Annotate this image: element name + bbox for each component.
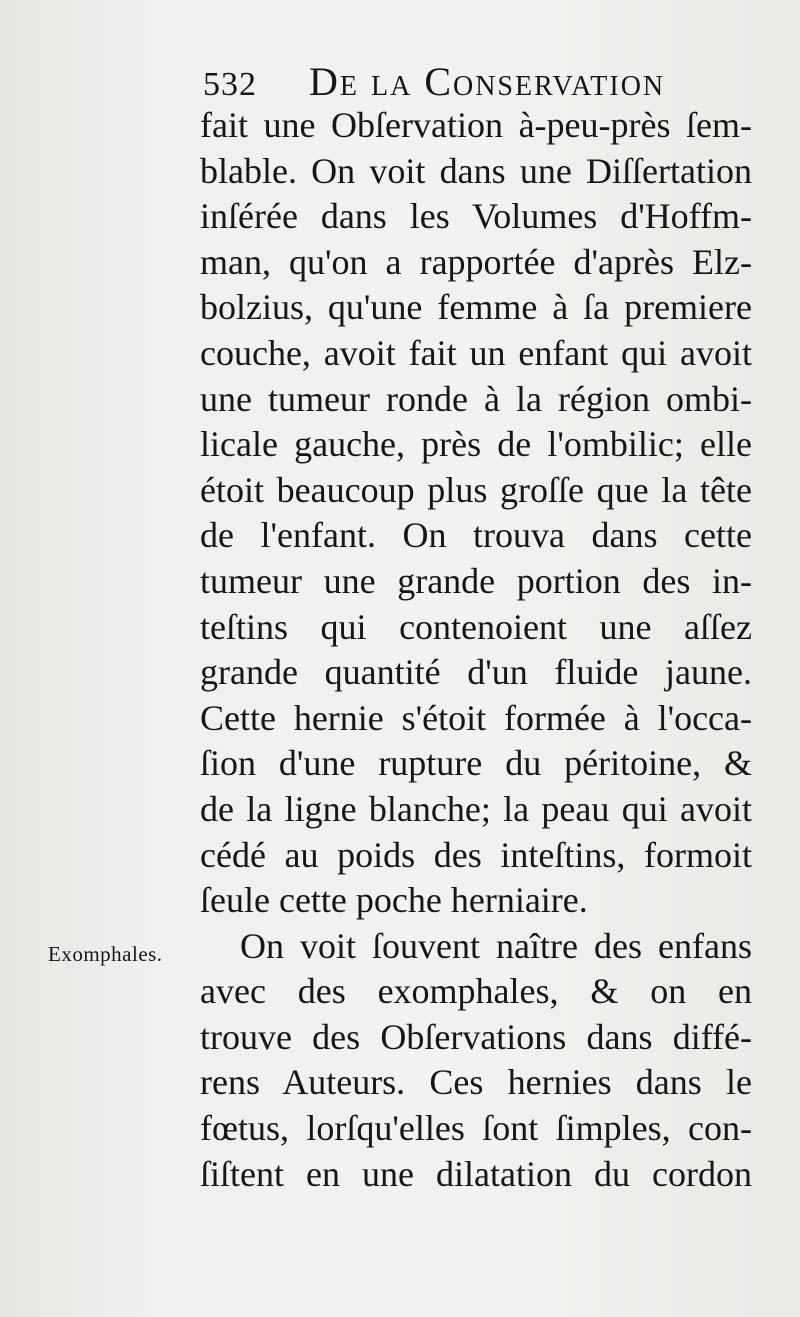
text-line: étoit beaucoup plus groſſe que la tête <box>200 469 752 510</box>
page-header <box>203 58 763 108</box>
text-line: fœtus, lorſqu'elles ſont ſimples, con- <box>200 1108 752 1149</box>
text-line: avec des exomphales, & on en <box>200 971 752 1012</box>
text-line: trouve des Obſervations dans diffé- <box>200 1016 752 1057</box>
text-line: couche, avoit fait un enfant qui avoit <box>200 332 752 373</box>
text-line: Cette hernie s'étoit formée à l'occa- <box>200 697 752 738</box>
margin-note: Exomphales. <box>48 942 163 966</box>
body-text <box>200 103 752 1197</box>
text-line: de l'enfant. On trouva dans cette <box>200 515 752 556</box>
text-line: ſiſtent en une dilatation du cordon <box>200 1153 752 1194</box>
text-line: man, qu'on a rapportée d'après Elz- <box>200 241 752 282</box>
text-line: inſérée dans les Volumes d'Hoffm- <box>200 196 752 237</box>
text-line: On voit ſouvent naître des enfans <box>240 925 752 966</box>
text-line: tumeur une grande portion des in- <box>200 560 752 601</box>
text-line: une tumeur ronde à la région ombi- <box>200 378 752 419</box>
text-line: blable. On voit dans une Diſſertation <box>200 150 752 191</box>
text-line: de la ligne blanche; la peau qui avoit <box>200 788 752 829</box>
text-line: bolzius, qu'une femme à ſa premiere <box>200 287 752 328</box>
text-line: teſtins qui contenoient une aſſez <box>200 606 752 647</box>
text-line: cédé au poids des inteſtins, formoit <box>200 834 752 875</box>
page-number: 532 <box>203 66 257 103</box>
text-line: ſion d'une rupture du péritoine, & <box>200 743 752 784</box>
text-line: ſeule cette poche herniaire. <box>200 880 588 921</box>
running-head: De la Conservation <box>309 59 666 104</box>
text-line: rens Auteurs. Ces hernies dans le <box>200 1062 752 1103</box>
text-line: fait une Obſervation à-peu-près ſem- <box>200 105 752 145</box>
text-line: licale gauche, près de l'ombilic; elle <box>200 424 752 465</box>
text-line: grande quantité d'un fluide jaune. <box>200 652 752 693</box>
